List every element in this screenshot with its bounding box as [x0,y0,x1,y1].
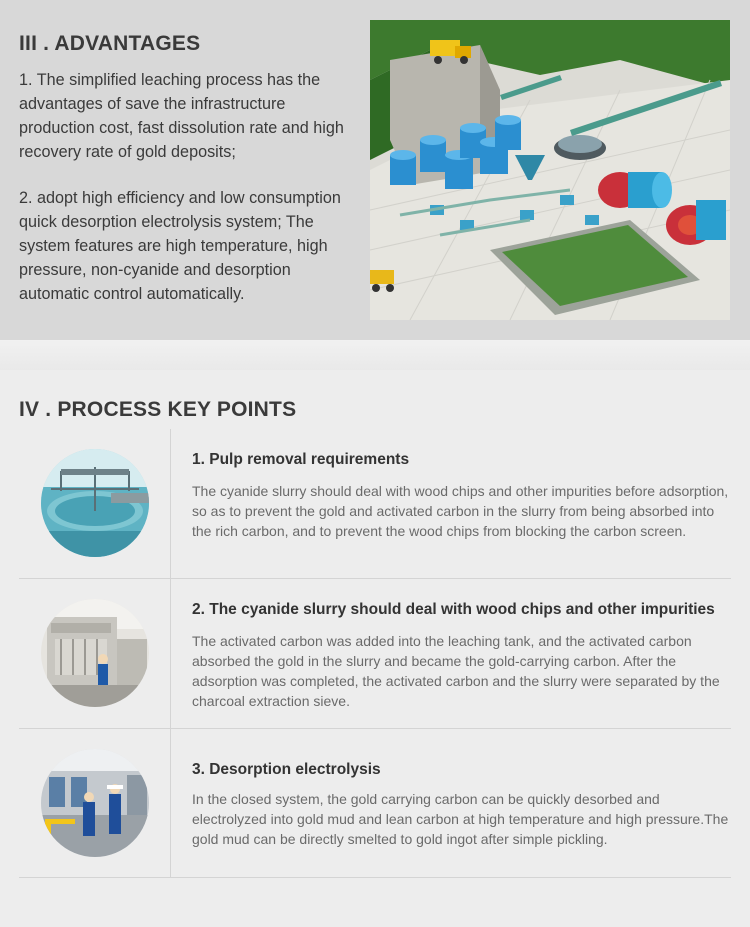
column-divider [170,729,171,877]
key-point-item [19,579,731,729]
advantages-title: III . ADVANTAGES [19,32,201,55]
column-divider [170,429,171,578]
advantages-section [0,0,750,340]
key-point-item [19,429,731,579]
key-points-list [19,429,731,878]
key-point-item [19,729,731,878]
key-point-heading: 3. Desorption electrolysis [192,761,381,778]
advantage-paragraph-1: 1. The simplified leaching process has the advantages of save the infrastructure production cost, fast dissolution rate and high recovery rate of gold deposits; [19,71,344,161]
key-point-body: The cyanide slurry should deal with wood chips and other impurities before adsorption, so as to prevent the gold and activated carbon in the slurry from being absorbed into the rich carbon, and to prevent the wood chips from blocking the carbon screen. [192,483,729,539]
advantage-paragraph-2: 2. adopt high efficiency and low consumption quick desorption electrolysis system; The system features are high temperature, high pressure, non-cyanide and desorption automatic control automatically. [19,189,341,303]
key-point-body: In the closed system, the gold carrying carbon can be quickly desorbed and electrolyzed into gold mud and lean carbon at high temperature and high pressure.The gold mud can be directly smelted to gold ingot after simple pickling. [192,791,729,847]
key-point-heading: 2. The cyanide slurry should deal with wood chips and other impurities [192,601,715,618]
electrolysis-workers-photo [41,749,149,857]
key-point-body: The activated carbon was added into the leaching tank, and the activated carbon absorbed the gold in the slurry and became the gold-carrying carbon. After the adsorption was completed, the activated carbon and the slurry were separated by the charcoal extraction sieve. [192,633,720,709]
section-separator [0,340,750,370]
gold-leaching-plant-illustration [370,20,730,320]
thickener-tank-photo [41,449,149,557]
column-divider [170,579,171,728]
key-point-heading: 1. Pulp removal requirements [192,451,410,468]
advantages-text [19,68,349,328]
workshop-machine-photo [41,599,149,707]
key-points-title: IV . PROCESS KEY POINTS [19,398,297,421]
